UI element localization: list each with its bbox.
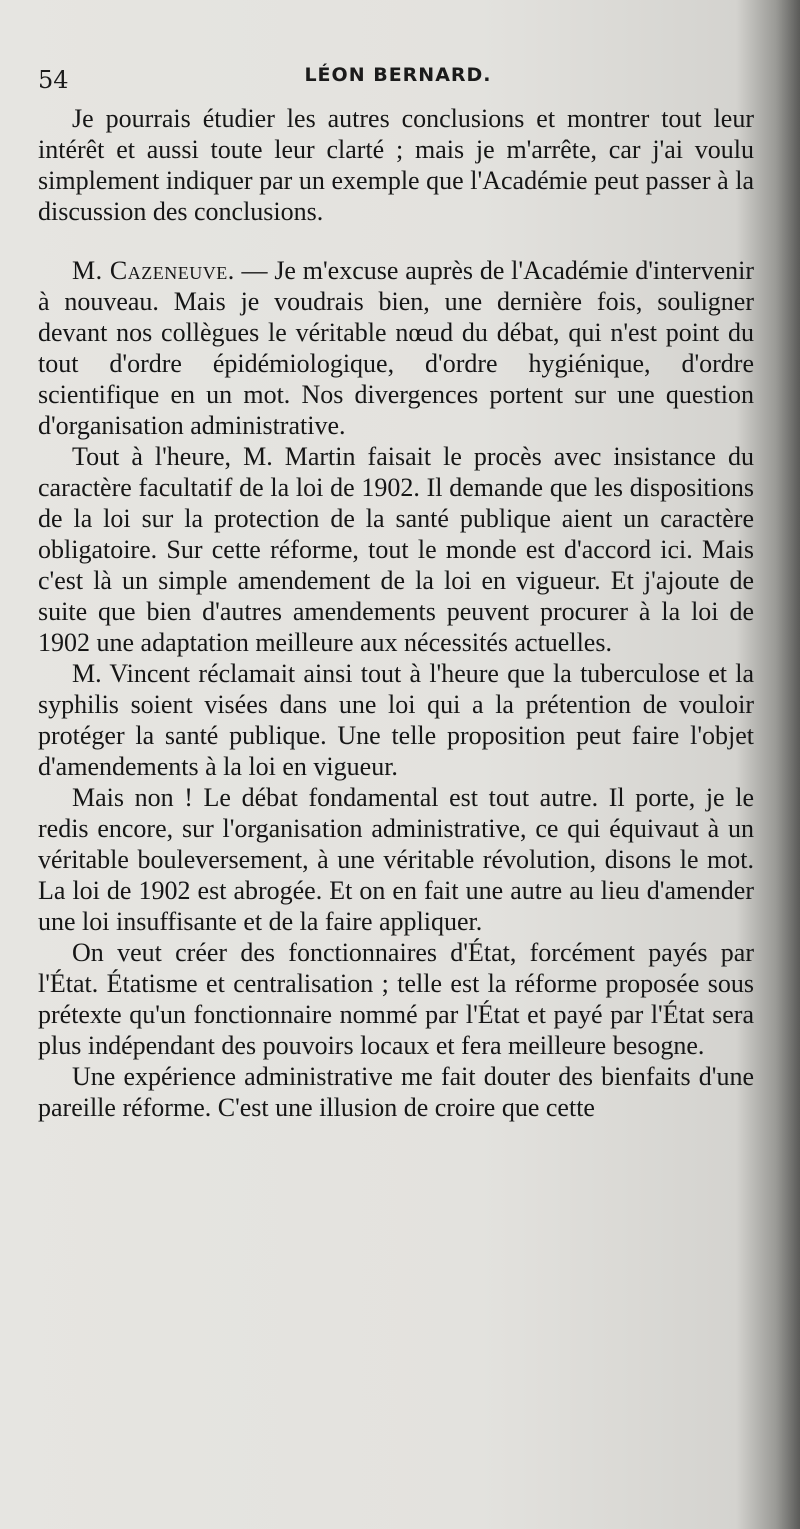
paragraph bbox=[38, 103, 754, 227]
paragraph-text: Une expérience administrative me fait douter des bienfaits d'une pareille réforme. C'est une illusion de croire que cette bbox=[38, 1062, 754, 1122]
paragraph-text: On veut créer des fonctionnaires d'État, forcément payés par l'État. Étatisme et centralisation ; telle est la réforme proposée sous prétexte qu'un fonctionnaire nommé par l'État et payé par l'État sera plus indépendant des pouvoirs locaux et fera meilleure besogne. bbox=[38, 938, 754, 1060]
paragraph-text: M. Vincent réclamait ainsi tout à l'heure que la tuberculose et la syphilis soient visées dans une loi qui a la prétention de vouloir protéger la santé publique. Une telle proposition peut faire l'objet d'amendements à la loi en vigueur. bbox=[38, 659, 754, 781]
speaker-name: M. Cazeneuve. bbox=[72, 256, 235, 285]
paragraph bbox=[38, 782, 754, 937]
running-head: LÉON BERNARD. bbox=[304, 64, 492, 86]
page-header bbox=[38, 60, 758, 96]
page-number: 54 bbox=[38, 66, 69, 94]
paragraph-text: Mais non ! Le débat fondamental est tout autre. Il porte, je le redis encore, sur l'organisation administrative, ce qui équivaut à un véritable bouleversement, à une véritable révolution, disons le mot. La loi de 1902 est abrogée. Et on en fait une autre au lieu d'amender une loi insuffisante et de la faire appliquer. bbox=[38, 783, 754, 936]
paragraph-text: Tout à l'heure, M. Martin faisait le procès avec insistance du caractère facultatif de la loi de 1902. Il demande que les dispositions de la loi sur la protection de la santé publique aient un caractère obligatoire. Sur cette réforme, tout le monde est d'accord ici. Mais c'est là un simple amendement de la loi en vigueur. Et j'ajoute de suite que bien d'autres amendements peuvent procurer à la loi de 1902 une adaptation meilleure aux nécessités actuelles. bbox=[38, 442, 754, 657]
paragraph-text: Je pourrais étudier les autres conclusions et montrer tout leur intérêt et aussi toute leur clarté ; mais je m'arrête, car j'ai voulu simplement indiquer par un exemple que l'Académie peut passer à la discussion des conclusions. bbox=[38, 104, 754, 226]
paragraph bbox=[38, 658, 754, 782]
paragraph-text: — Je m'excuse auprès de l'Académie d'intervenir à nouveau. Mais je voudrais bien, une dernière fois, souligner devant nos collègues le véritable nœud du débat, qui n'est point du tout d'ordre épidémiologique, d'ordre hygiénique, d'ordre scientifique en un mot. Nos divergences portent sur une question d'organisation administrative. bbox=[38, 256, 755, 440]
body-text bbox=[38, 103, 754, 1123]
paragraph bbox=[38, 255, 754, 441]
paragraph bbox=[38, 1061, 754, 1123]
paragraph bbox=[38, 441, 754, 658]
paragraph bbox=[38, 937, 754, 1061]
